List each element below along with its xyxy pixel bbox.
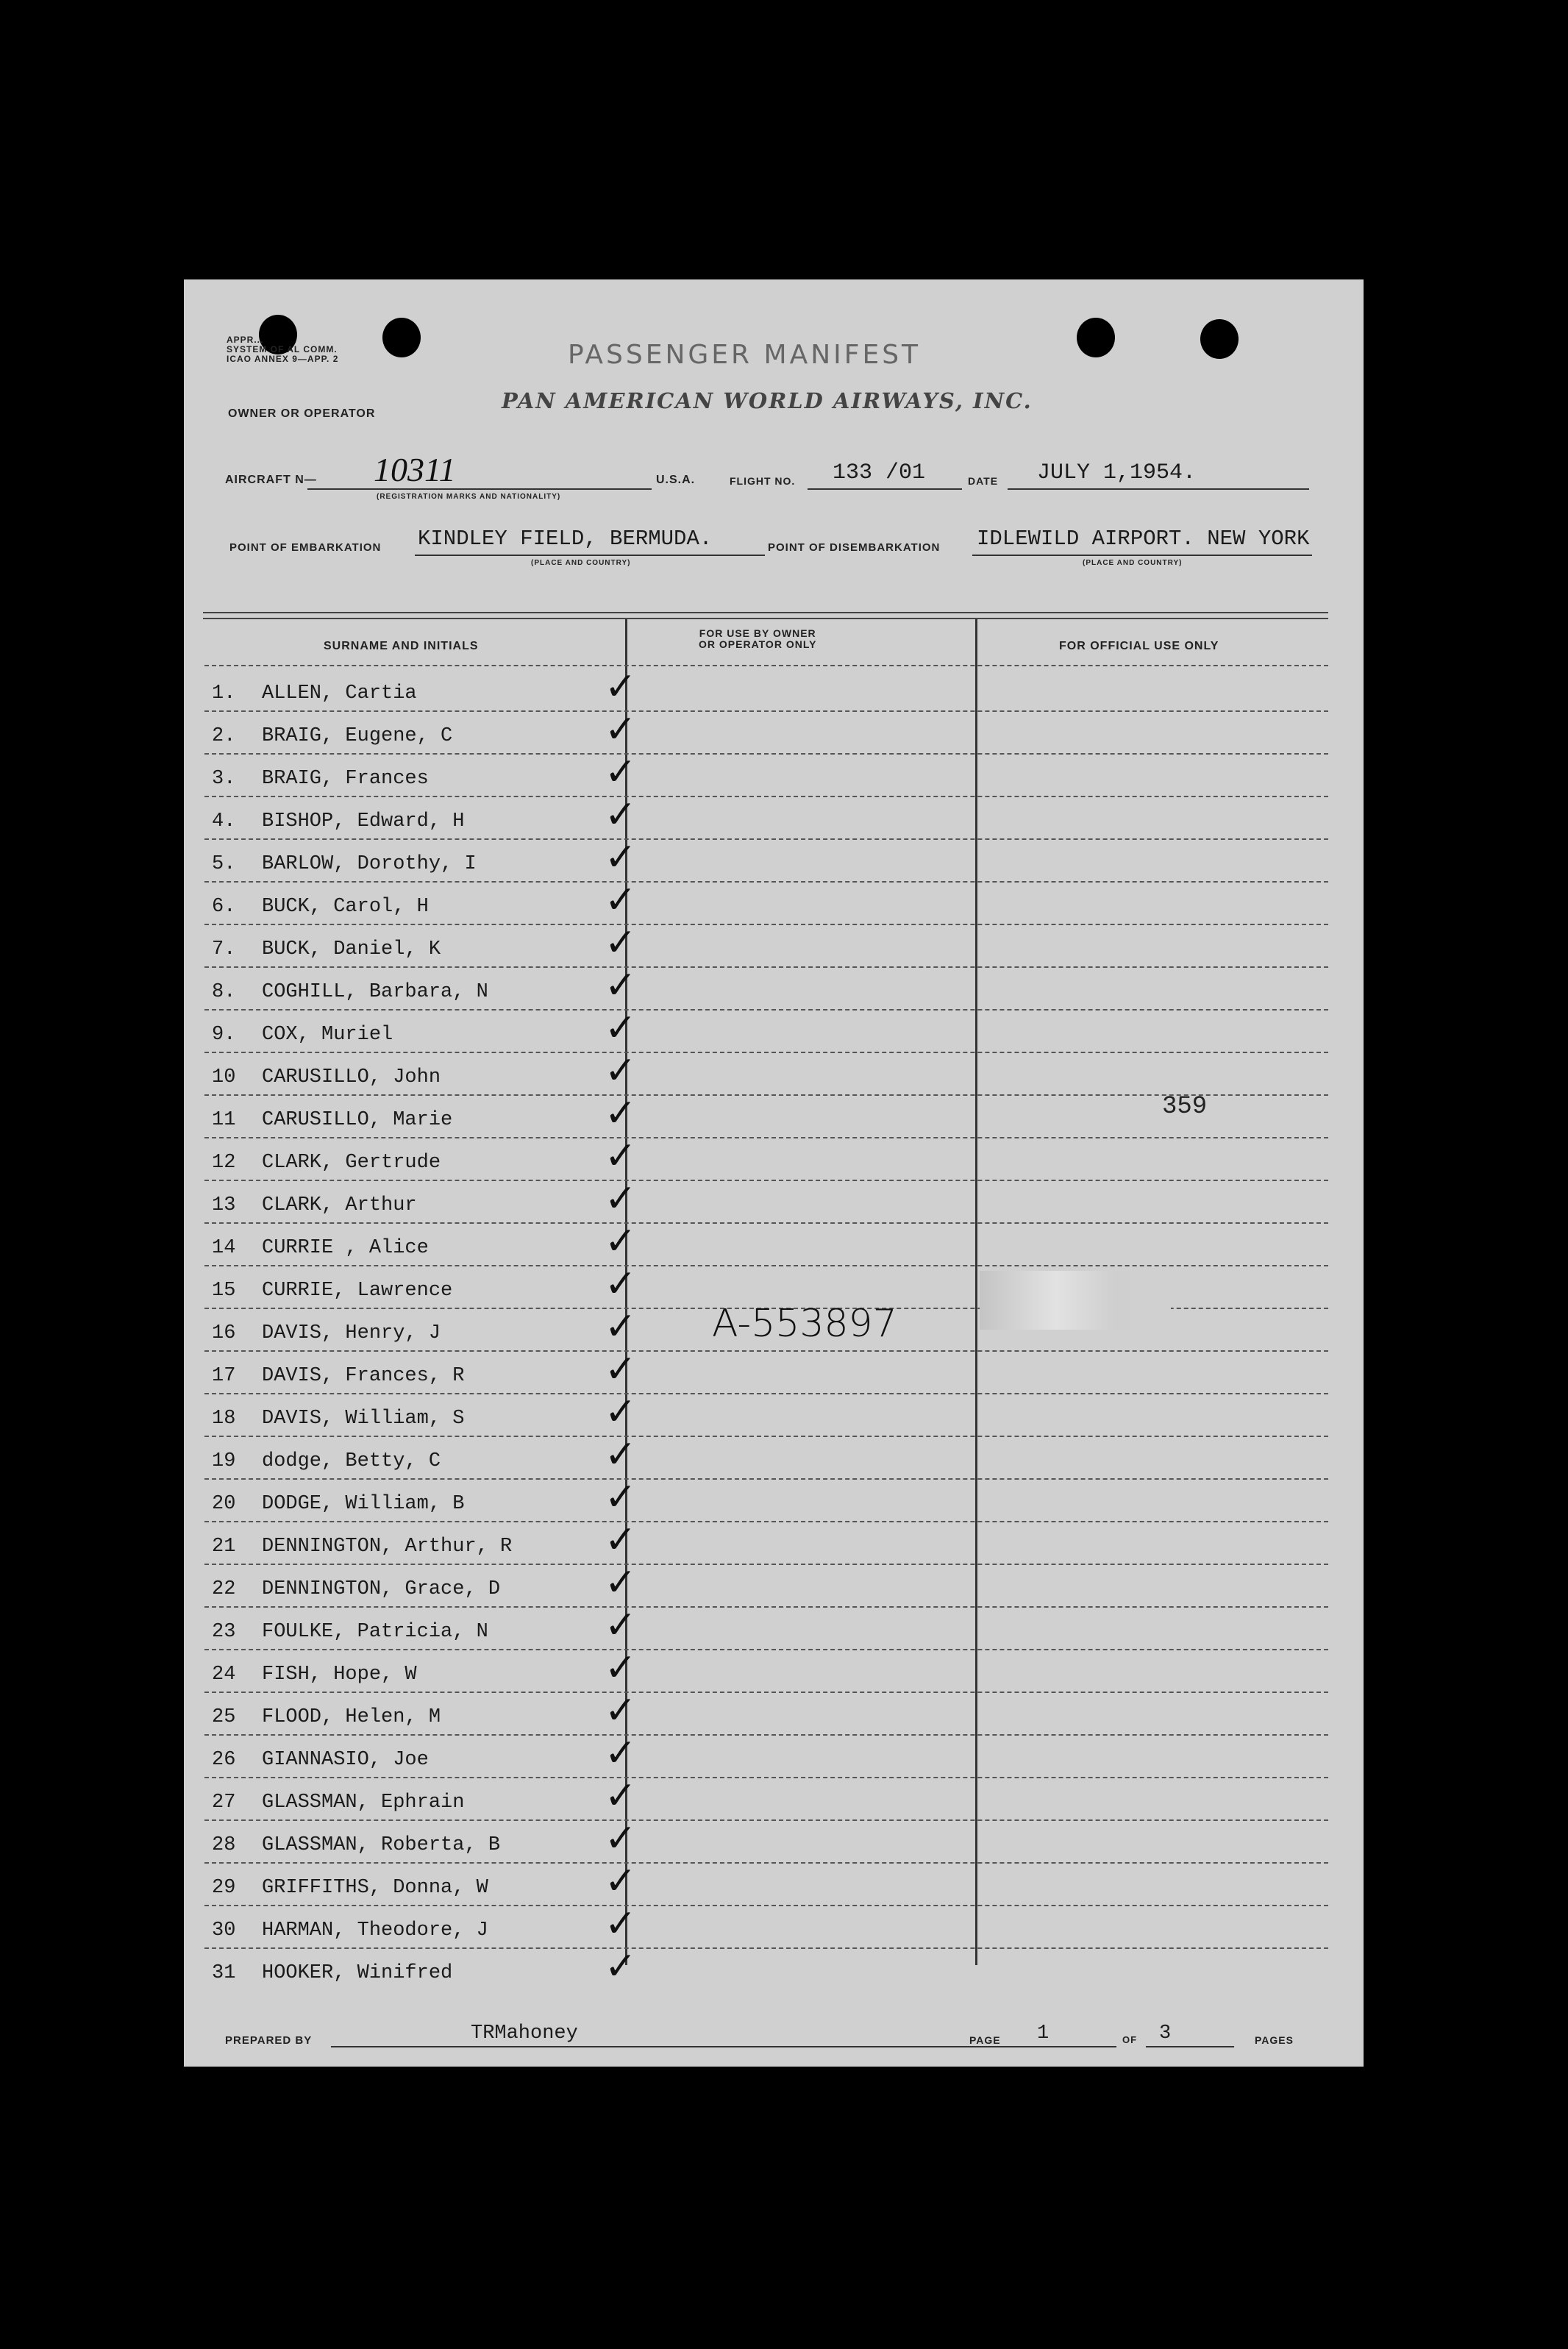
row-rule: [204, 1393, 1328, 1394]
check-mark-icon: ✓: [605, 1347, 637, 1391]
passenger-name: HOOKER, Winifred: [262, 1962, 453, 1984]
check-mark-icon: ✓: [605, 665, 637, 709]
row-number: 4.: [212, 810, 236, 833]
row-rule: [204, 1009, 1328, 1010]
passenger-name: CLARK, Arthur: [262, 1194, 417, 1216]
check-mark-icon: ✓: [605, 1305, 637, 1349]
passenger-name: DAVIS, Frances, R: [262, 1365, 465, 1387]
row-number: 7.: [212, 938, 236, 960]
col-header-owner: FOR USE BY OWNER OR OPERATOR ONLY: [699, 627, 817, 650]
of-value: 3: [1159, 2022, 1172, 2045]
passenger-name: COX, Muriel: [262, 1024, 393, 1046]
form-title: PASSENGER MANIFEST: [568, 340, 922, 370]
check-mark-icon: ✓: [605, 1091, 637, 1136]
passenger-name: CURRIE, Lawrence: [262, 1280, 453, 1302]
prepared-value: TRMahoney: [471, 2022, 578, 2045]
passenger-name: CARUSILLO, John: [262, 1066, 441, 1088]
manifest-sheet: [184, 279, 1364, 2067]
aircraft-label: AIRCRAFT N—: [225, 474, 317, 486]
row-number: 21: [212, 1536, 236, 1558]
check-mark-icon: ✓: [605, 1774, 637, 1818]
owner-note: A-553897: [712, 1302, 897, 1346]
passenger-name: BRAIG, Eugene, C: [262, 725, 453, 747]
passenger-name: COGHILL, Barbara, N: [262, 981, 488, 1003]
passenger-name: FOULKE, Patricia, N: [262, 1621, 488, 1643]
row-number: 6.: [212, 896, 236, 918]
check-mark-icon: ✓: [605, 1646, 637, 1690]
aircraft-underline: [307, 488, 652, 490]
approval-line-3: ICAO ANNEX 9—APP. 2: [227, 354, 339, 364]
row-number: 1.: [212, 682, 236, 705]
row-number: 16: [212, 1322, 236, 1344]
check-mark-icon: ✓: [605, 1262, 637, 1306]
col-header-official: FOR OFFICIAL USE ONLY: [1059, 640, 1219, 652]
of-label: OF: [1122, 2034, 1138, 2045]
check-mark-icon: ✓: [605, 1049, 637, 1093]
row-rule: [204, 966, 1328, 968]
approval-line-2: SYSTEM OF AL COMM.: [227, 344, 338, 354]
check-mark-icon: ✓: [605, 750, 637, 794]
row-rule: [204, 1819, 1328, 1821]
passenger-name: dodge, Betty, C: [262, 1450, 441, 1472]
row-rule: [204, 710, 1328, 712]
row-rule: [204, 1222, 1328, 1224]
passenger-name: BISHOP, Edward, H: [262, 810, 465, 833]
row-rule: [204, 1180, 1328, 1181]
row-rule: [204, 1265, 1328, 1266]
check-mark-icon: ✓: [605, 1689, 637, 1733]
row-number: 22: [212, 1578, 236, 1600]
row-number: 5.: [212, 853, 236, 875]
row-rule: [204, 1692, 1328, 1693]
punch-hole-right-1: [1077, 318, 1115, 357]
usa-label: U.S.A.: [656, 474, 696, 486]
row-number: 24: [212, 1664, 236, 1686]
row-number: 3.: [212, 768, 236, 790]
row-number: 20: [212, 1493, 236, 1515]
check-mark-icon: ✓: [605, 1134, 637, 1178]
punch-hole-right-2: [1200, 319, 1239, 359]
check-mark-icon: ✓: [605, 1475, 637, 1519]
check-mark-icon: ✓: [605, 1219, 637, 1263]
flight-label: FLIGHT NO.: [730, 475, 796, 487]
row-number: 30: [212, 1920, 236, 1942]
row-number: 11: [212, 1109, 236, 1131]
prepared-label: PREPARED BY: [225, 2034, 313, 2047]
row-number: 8.: [212, 981, 236, 1003]
pages-label: PAGES: [1255, 2034, 1294, 2046]
check-mark-icon: ✓: [605, 707, 637, 752]
row-number: 10: [212, 1066, 236, 1088]
row-rule: [204, 1606, 1328, 1608]
page-label: PAGE: [969, 2034, 1001, 2046]
row-number: 15: [212, 1280, 236, 1302]
passenger-name: FLOOD, Helen, M: [262, 1706, 441, 1728]
passenger-name: BUCK, Daniel, K: [262, 938, 441, 960]
table-top-rule: [203, 612, 1328, 619]
header-bottom-rule: [204, 665, 1328, 666]
check-mark-icon: ✓: [605, 793, 637, 837]
row-number: 25: [212, 1706, 236, 1728]
row-rule: [204, 1777, 1328, 1778]
embark-sublabel: (PLACE AND COUNTRY): [531, 559, 631, 567]
passenger-name: DENNINGTON, Grace, D: [262, 1578, 501, 1600]
owner-label: OWNER OR OPERATOR: [228, 407, 376, 420]
row-rule: [204, 753, 1328, 755]
passenger-name: BARLOW, Dorothy, I: [262, 853, 477, 875]
row-number: 19: [212, 1450, 236, 1472]
check-mark-icon: ✓: [605, 835, 637, 880]
passenger-name: DODGE, William, B: [262, 1493, 465, 1515]
check-mark-icon: ✓: [605, 1731, 637, 1775]
row-rule: [204, 881, 1328, 883]
row-rule: [204, 1137, 1328, 1138]
row-number: 2.: [212, 725, 236, 747]
row-rule: [204, 1862, 1328, 1864]
row-number: 18: [212, 1408, 236, 1430]
check-mark-icon: ✓: [605, 921, 637, 965]
approval-line-1: APPR...: [227, 335, 264, 345]
flight-underline: [808, 488, 962, 490]
passenger-name: GLASSMAN, Ephrain: [262, 1792, 465, 1814]
passenger-name: FISH, Hope, W: [262, 1664, 417, 1686]
date-underline: [1008, 488, 1309, 490]
check-mark-icon: ✓: [605, 1859, 637, 1903]
punch-hole-left-2: [382, 318, 421, 357]
passenger-name: CLARK, Gertrude: [262, 1152, 441, 1174]
row-number: 28: [212, 1834, 236, 1856]
embark-value: KINDLEY FIELD, BERMUDA.: [418, 527, 713, 551]
disembark-label: POINT OF DISEMBARKATION: [768, 541, 941, 554]
col-header-surname: SURNAME AND INITIALS: [324, 640, 479, 652]
passenger-name: DAVIS, William, S: [262, 1408, 465, 1430]
check-mark-icon: ✓: [605, 1390, 637, 1434]
row-rule: [204, 924, 1328, 925]
check-mark-icon: ✓: [605, 1518, 637, 1562]
disembark-sublabel: (PLACE AND COUNTRY): [1083, 559, 1183, 567]
check-mark-icon: ✓: [605, 1561, 637, 1605]
column-divider-2: [975, 619, 977, 1965]
flight-value: 133 /01: [833, 460, 926, 485]
embark-label: POINT OF EMBARKATION: [229, 541, 382, 554]
approval-note: [227, 335, 338, 364]
passenger-name: GLASSMAN, Roberta, B: [262, 1834, 501, 1856]
owner-value: PAN AMERICAN WORLD AIRWAYS, INC.: [502, 388, 1033, 413]
passenger-name: CARUSILLO, Marie: [262, 1109, 453, 1131]
row-number: 12: [212, 1152, 236, 1174]
check-mark-icon: ✓: [605, 1177, 637, 1221]
check-mark-icon: ✓: [605, 1902, 637, 1946]
check-mark-icon: ✓: [605, 1945, 637, 1989]
check-mark-icon: ✓: [605, 1817, 637, 1861]
row-rule: [204, 1094, 1328, 1096]
row-number: 17: [212, 1365, 236, 1387]
aircraft-value: 10311: [374, 451, 456, 488]
row-rule: [204, 1478, 1328, 1480]
check-mark-icon: ✓: [605, 1603, 637, 1647]
page-value: 1: [1037, 2022, 1050, 2045]
row-rule: [204, 1350, 1328, 1352]
row-rule: [204, 1564, 1328, 1565]
passenger-name: DAVIS, Henry, J: [262, 1322, 441, 1344]
row-rule: [204, 838, 1328, 840]
row-rule: [204, 1734, 1328, 1736]
row-rule: [204, 1905, 1328, 1906]
passenger-name: CURRIE , Alice: [262, 1237, 429, 1259]
row-rule: [204, 1649, 1328, 1650]
passenger-name: DENNINGTON, Arthur, R: [262, 1536, 513, 1558]
row-rule: [204, 796, 1328, 797]
row-number: 9.: [212, 1024, 236, 1046]
row-number: 27: [212, 1792, 236, 1814]
official-note: 359: [1162, 1093, 1208, 1121]
passenger-name: HARMAN, Theodore, J: [262, 1920, 488, 1942]
of-underline: [1146, 2046, 1234, 2047]
row-number: 14: [212, 1237, 236, 1259]
aircraft-sublabel: (REGISTRATION MARKS AND NATIONALITY): [377, 493, 561, 501]
row-rule: [204, 1521, 1328, 1522]
disembark-value: IDLEWILD AIRPORT. NEW YORK: [977, 527, 1310, 551]
passenger-name: ALLEN, Cartia: [262, 682, 417, 705]
date-label: DATE: [968, 475, 999, 487]
redaction-smudge: [980, 1271, 1171, 1330]
prepared-underline: [331, 2046, 1116, 2047]
check-mark-icon: ✓: [605, 1006, 637, 1050]
row-number: 26: [212, 1749, 236, 1771]
row-number: 23: [212, 1621, 236, 1643]
passenger-name: BUCK, Carol, H: [262, 896, 429, 918]
disembark-underline: [972, 555, 1312, 556]
passenger-name: GIANNASIO, Joe: [262, 1749, 429, 1771]
check-mark-icon: ✓: [605, 1433, 637, 1477]
passenger-name: BRAIG, Frances: [262, 768, 429, 790]
row-rule: [204, 1052, 1328, 1053]
row-number: 13: [212, 1194, 236, 1216]
check-mark-icon: ✓: [605, 963, 637, 1008]
embark-underline: [415, 555, 765, 556]
row-rule: [204, 1436, 1328, 1437]
row-number: 29: [212, 1877, 236, 1899]
row-rule: [204, 1947, 1328, 1949]
row-number: 31: [212, 1962, 236, 1984]
check-mark-icon: ✓: [605, 878, 637, 922]
passenger-name: GRIFFITHS, Donna, W: [262, 1877, 488, 1899]
date-value: JULY 1,1954.: [1037, 460, 1197, 485]
